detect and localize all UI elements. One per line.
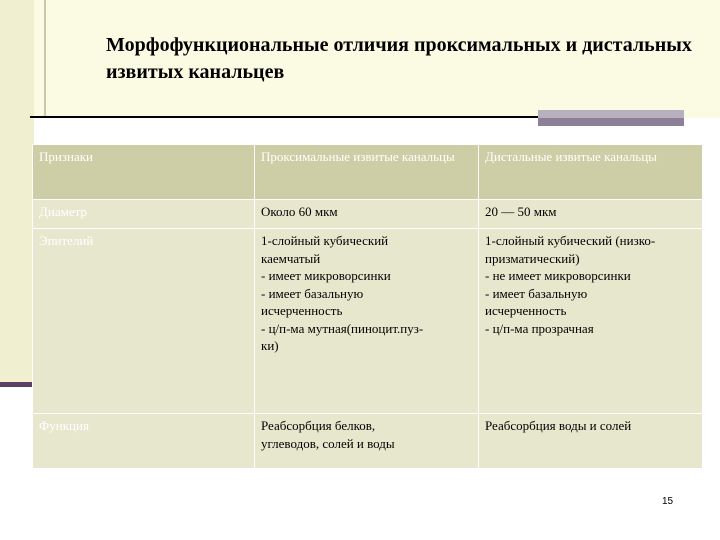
cell-line: Около 60 мкм bbox=[261, 204, 338, 219]
row-label-epithelium: Эпителий bbox=[33, 229, 255, 414]
header-proximal: Проксимальные извитые канальцы bbox=[255, 145, 479, 200]
distal-function bbox=[479, 414, 703, 469]
cell-line: - ц/п-ма прозрачная bbox=[485, 320, 594, 336]
cell-line: Реабсорбция белков, bbox=[261, 418, 376, 433]
cell-line: - имеет микроворсинки bbox=[261, 268, 391, 283]
proximal-function bbox=[255, 414, 479, 469]
cell-line: - ц/п-ма мутная(пиноцит.пуз- bbox=[261, 320, 424, 336]
proximal-epithelium bbox=[255, 229, 479, 414]
table-row bbox=[33, 229, 703, 414]
comparison-table bbox=[32, 144, 703, 469]
row-label-function: Функция bbox=[33, 414, 255, 469]
cell-line: - не имеет микроворсинки bbox=[485, 268, 631, 283]
header-features: Признаки bbox=[33, 145, 255, 200]
title-rule-block-shade bbox=[538, 118, 684, 126]
table-row bbox=[33, 414, 703, 469]
row-label-diameter: Диаметр bbox=[33, 200, 255, 229]
left-decor-stripe bbox=[0, 382, 34, 387]
proximal-diameter bbox=[255, 200, 479, 229]
distal-epithelium bbox=[479, 229, 703, 414]
cell-line: 20 — 50 мкм bbox=[485, 204, 557, 219]
cell-line: исчерченность bbox=[261, 303, 343, 318]
header-distal: Дистальные извитые канальцы bbox=[479, 145, 703, 200]
cell-line: - имеет базальную bbox=[261, 285, 364, 301]
distal-diameter bbox=[479, 200, 703, 229]
slide-title: Морфофункциональные отличия проксимальных и дистальных извитых канальцев bbox=[106, 34, 692, 83]
cell-line: Реабсорбция воды и солей bbox=[485, 418, 632, 433]
left-decor-band bbox=[0, 0, 34, 382]
cell-line: ки) bbox=[261, 338, 279, 353]
title-vertical-rule bbox=[44, 0, 46, 116]
cell-line: - имеет базальную bbox=[485, 285, 588, 301]
cell-line: 1-слойный кубический (низко- bbox=[485, 233, 656, 248]
cell-line: исчерченность bbox=[485, 303, 567, 318]
page-number: 15 bbox=[662, 496, 674, 507]
table-header-row bbox=[33, 145, 703, 200]
cell-line: 1-слойный кубический bbox=[261, 233, 389, 248]
table-row bbox=[33, 200, 703, 229]
cell-line: каемчатый bbox=[261, 250, 321, 266]
cell-line: призматический) bbox=[485, 250, 580, 266]
cell-line: углеводов, солей и воды bbox=[261, 435, 395, 451]
